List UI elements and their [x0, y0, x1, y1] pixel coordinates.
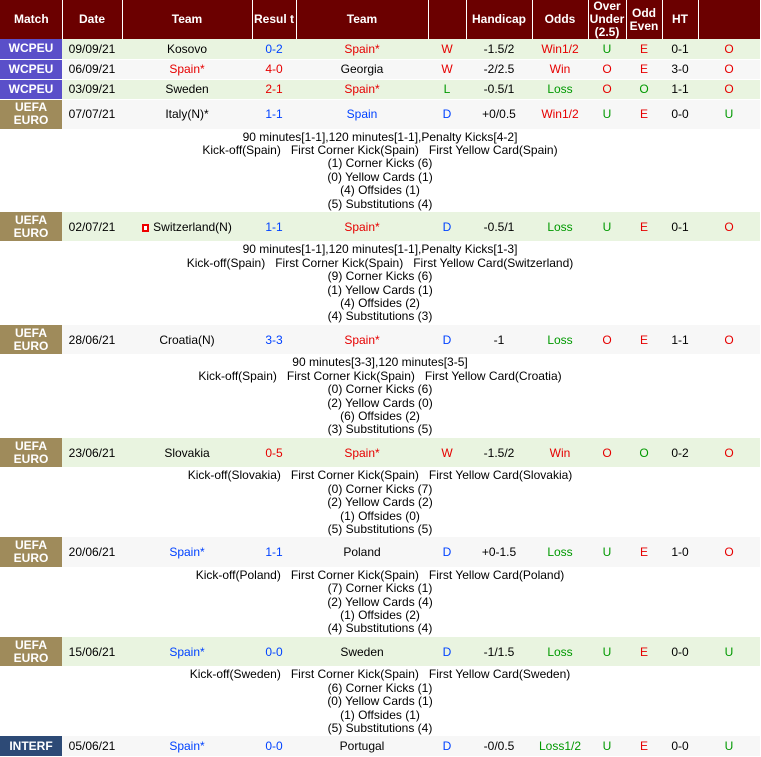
half-time-score: 1-1 [662, 325, 698, 355]
swiss-flag-icon [142, 224, 149, 232]
table-row[interactable] [0, 325, 760, 355]
match-date: 20/06/21 [62, 537, 122, 567]
odds-result: Loss [532, 637, 588, 667]
table-row[interactable] [0, 39, 760, 59]
match-detail-row [0, 242, 760, 325]
detail-line: (1) Offsides (2) [340, 608, 420, 623]
over-under: O [588, 325, 626, 355]
half-time-result: O [698, 39, 760, 59]
handicap-value: +0-1.5 [466, 537, 532, 567]
win-loss: W [428, 39, 466, 59]
home-team: Spain* [122, 736, 252, 756]
match-detail [0, 355, 760, 438]
away-team: Spain* [296, 212, 428, 242]
match-date: 06/09/21 [62, 59, 122, 79]
match-detail-row [0, 667, 760, 737]
detail-line: (4) Substitutions (4) [327, 621, 433, 636]
odd-even: E [626, 325, 662, 355]
away-team: Portugal [296, 736, 428, 756]
half-time-result: O [698, 79, 760, 99]
half-time-result: U [698, 99, 760, 129]
detail-line: (5) Substitutions (4) [327, 721, 433, 735]
match-detail [0, 667, 760, 737]
match-date: 05/06/21 [62, 736, 122, 756]
detail-line: (2) Yellow Cards (2) [327, 495, 433, 510]
detail-line: Kick-off(Spain) First Corner Kick(Spain) First Yellow Card(Spain) [202, 142, 558, 157]
table-row[interactable] [0, 59, 760, 79]
home-team: Sweden [122, 79, 252, 99]
match-detail-row [0, 567, 760, 637]
match-result: 0-0 [252, 637, 296, 667]
league-badge: UEFA EURO [0, 637, 62, 667]
handicap-value: -1.5/2 [466, 39, 532, 59]
odds-result: Loss1/2 [532, 736, 588, 756]
handicap-value: -0.5/1 [466, 212, 532, 242]
detail-line: Kick-off(Slovakia) First Corner Kick(Spain) First Yellow Card(Slovakia) [187, 468, 573, 483]
match-result: 4-0 [252, 59, 296, 79]
detail-line: Kick-off(Poland) First Corner Kick(Spain) First Yellow Card(Poland) [195, 567, 565, 582]
match-detail-row [0, 129, 760, 212]
half-time-result: O [698, 325, 760, 355]
odd-even: E [626, 59, 662, 79]
home-team: Croatia(N) [122, 325, 252, 355]
win-loss: W [428, 59, 466, 79]
detail-line: (1) Yellow Cards (1) [327, 282, 433, 297]
odd-even: E [626, 39, 662, 59]
match-date: 28/06/21 [62, 325, 122, 355]
half-time-result: O [698, 212, 760, 242]
detail-line: (0) Corner Kicks (7) [327, 481, 433, 496]
away-team: Spain* [296, 438, 428, 468]
detail-line: 90 minutes[3-3],120 minutes[3-5] [292, 355, 468, 370]
table-header-row [0, 0, 760, 39]
home-team: Spain* [122, 59, 252, 79]
win-loss: D [428, 537, 466, 567]
away-team: Poland [296, 537, 428, 567]
over-under: O [588, 79, 626, 99]
odds-result: Loss [532, 325, 588, 355]
odd-even: E [626, 212, 662, 242]
header-over-under: Over Under (2.5) [589, 0, 625, 39]
odds-result: Loss [532, 79, 588, 99]
over-under: U [588, 39, 626, 59]
league-badge: WCPEU [0, 59, 62, 79]
match-result: 0-0 [252, 736, 296, 756]
match-result: 1-1 [252, 99, 296, 129]
league-badge: INTERF [0, 736, 62, 756]
detail-line: Kick-off(Spain) First Corner Kick(Spain) First Yellow Card(Croatia) [198, 368, 562, 383]
league-badge: WCPEU [0, 79, 62, 99]
detail-line: 90 minutes[1-1],120 minutes[1-1],Penalty Kicks[1-3] [242, 242, 518, 257]
header-date: Date [62, 0, 122, 39]
home-team: Spain* [122, 537, 252, 567]
odds-result: Loss [532, 212, 588, 242]
half-time-result: O [698, 59, 760, 79]
handicap-value: -0.5/1 [466, 79, 532, 99]
match-detail-row [0, 355, 760, 438]
odd-even: O [626, 438, 662, 468]
over-under: U [588, 736, 626, 756]
half-time-result: U [698, 736, 760, 756]
header-result: Resul t [252, 0, 296, 39]
detail-line: (1) Offsides (0) [340, 508, 420, 523]
handicap-value: +0/0.5 [466, 99, 532, 129]
match-result: 1-1 [252, 212, 296, 242]
half-time-result: O [698, 537, 760, 567]
detail-line: (7) Corner Kicks (1) [327, 581, 433, 596]
detail-line: (0) Corner Kicks (6) [327, 382, 433, 397]
match-result: 0-2 [252, 39, 296, 59]
match-date: 07/07/21 [62, 99, 122, 129]
detail-line: (4) Substitutions (3) [327, 309, 433, 324]
match-detail-row [0, 468, 760, 538]
table-row[interactable] [0, 99, 760, 129]
handicap-value: -1.5/2 [466, 438, 532, 468]
header-wl [428, 0, 466, 39]
table-row[interactable] [0, 212, 760, 242]
over-under: U [588, 99, 626, 129]
match-detail [0, 567, 760, 637]
odds-result: Loss [532, 537, 588, 567]
detail-line: (6) Offsides (2) [340, 409, 420, 423]
league-badge: UEFA EURO [0, 537, 62, 567]
odd-even: O [626, 79, 662, 99]
match-detail [0, 129, 760, 212]
half-time-result: O [698, 438, 760, 468]
header-team-away: Team [296, 0, 428, 39]
table-body [0, 39, 760, 756]
detail-line: Kick-off(Sweden) First Corner Kick(Spain) First Yellow Card(Sweden) [189, 667, 571, 682]
away-team: Spain* [296, 79, 428, 99]
detail-line: (5) Substitutions (5) [327, 521, 433, 536]
away-team: Georgia [296, 59, 428, 79]
home-team: Kosovo [122, 39, 252, 59]
table-row[interactable] [0, 537, 760, 567]
league-badge: UEFA EURO [0, 99, 62, 129]
half-time-score: 0-1 [662, 39, 698, 59]
half-time-score: 1-1 [662, 79, 698, 99]
detail-line: (0) Yellow Cards (1) [327, 694, 433, 709]
win-loss: D [428, 99, 466, 129]
header-team-home: Team [122, 0, 252, 39]
league-badge: UEFA EURO [0, 438, 62, 468]
detail-line: (4) Offsides (1) [340, 183, 420, 198]
match-date: 03/09/21 [62, 79, 122, 99]
header-match: Match [0, 0, 62, 39]
league-badge: WCPEU [0, 39, 62, 59]
handicap-value: -2/2.5 [466, 59, 532, 79]
detail-line: (9) Corner Kicks (6) [327, 269, 433, 284]
match-detail [0, 242, 760, 325]
league-badge: UEFA EURO [0, 325, 62, 355]
over-under: U [588, 637, 626, 667]
header-odd-even: Odd Even [626, 0, 662, 39]
handicap-value: -1/1.5 [466, 637, 532, 667]
match-date: 09/09/21 [62, 39, 122, 59]
detail-line: (1) Offsides (1) [340, 707, 420, 722]
handicap-value: -0/0.5 [466, 736, 532, 756]
home-team: Italy(N)* [122, 99, 252, 129]
home-team: Slovakia [122, 438, 252, 468]
away-team: Spain [296, 99, 428, 129]
detail-line: (3) Substitutions (5) [327, 422, 433, 437]
over-under: O [588, 59, 626, 79]
home-team: Spain* [122, 637, 252, 667]
match-result: 3-3 [252, 325, 296, 355]
over-under: O [588, 438, 626, 468]
match-date: 15/06/21 [62, 637, 122, 667]
detail-line: (6) Corner Kicks (1) [327, 680, 433, 695]
half-time-score: 1-0 [662, 537, 698, 567]
away-team: Sweden [296, 637, 428, 667]
header-ht: HT [662, 0, 698, 39]
win-loss: W [428, 438, 466, 468]
home-team-label: Switzerland(N) [153, 219, 232, 234]
home-team [122, 212, 252, 242]
detail-line: (2) Yellow Cards (4) [327, 594, 433, 609]
win-loss: D [428, 736, 466, 756]
half-time-score: 3-0 [662, 59, 698, 79]
table-row[interactable] [0, 637, 760, 667]
away-team: Spain* [296, 39, 428, 59]
over-under: U [588, 212, 626, 242]
match-date: 02/07/21 [62, 212, 122, 242]
half-time-score: 0-1 [662, 212, 698, 242]
detail-line: 90 minutes[1-1],120 minutes[1-1],Penalty Kicks[4-2] [242, 129, 518, 144]
win-loss: D [428, 637, 466, 667]
match-date: 23/06/21 [62, 438, 122, 468]
odds-result: Win1/2 [532, 39, 588, 59]
win-loss: D [428, 212, 466, 242]
half-time-score: 0-0 [662, 736, 698, 756]
handicap-value: -1 [466, 325, 532, 355]
half-time-result: U [698, 637, 760, 667]
detail-line: (0) Yellow Cards (1) [327, 169, 433, 184]
detail-line: (4) Offsides (2) [340, 296, 420, 311]
over-under: U [588, 537, 626, 567]
table-row[interactable] [0, 736, 760, 756]
match-detail [0, 468, 760, 538]
odd-even: E [626, 637, 662, 667]
league-badge: UEFA EURO [0, 212, 62, 242]
odds-result: Win [532, 59, 588, 79]
table-row[interactable] [0, 438, 760, 468]
away-team: Spain* [296, 325, 428, 355]
win-loss: L [428, 79, 466, 99]
half-time-score: 0-2 [662, 438, 698, 468]
odd-even: E [626, 99, 662, 129]
detail-line: (5) Substitutions (4) [327, 196, 433, 211]
detail-line: (2) Yellow Cards (0) [327, 395, 433, 410]
detail-line: (1) Corner Kicks (6) [327, 156, 433, 171]
odds-result: Win [532, 438, 588, 468]
odd-even: E [626, 736, 662, 756]
header-odds: Odds [532, 0, 588, 39]
odds-result: Win1/2 [532, 99, 588, 129]
match-result: 1-1 [252, 537, 296, 567]
match-result: 2-1 [252, 79, 296, 99]
table-row[interactable] [0, 79, 760, 99]
header-ht-result [698, 0, 760, 39]
half-time-score: 0-0 [662, 99, 698, 129]
header-handicap: Handicap [466, 0, 532, 39]
half-time-score: 0-0 [662, 637, 698, 667]
odd-even: E [626, 537, 662, 567]
detail-line: Kick-off(Spain) First Corner Kick(Spain) First Yellow Card(Switzerland) [186, 255, 574, 270]
match-result: 0-5 [252, 438, 296, 468]
win-loss: D [428, 325, 466, 355]
